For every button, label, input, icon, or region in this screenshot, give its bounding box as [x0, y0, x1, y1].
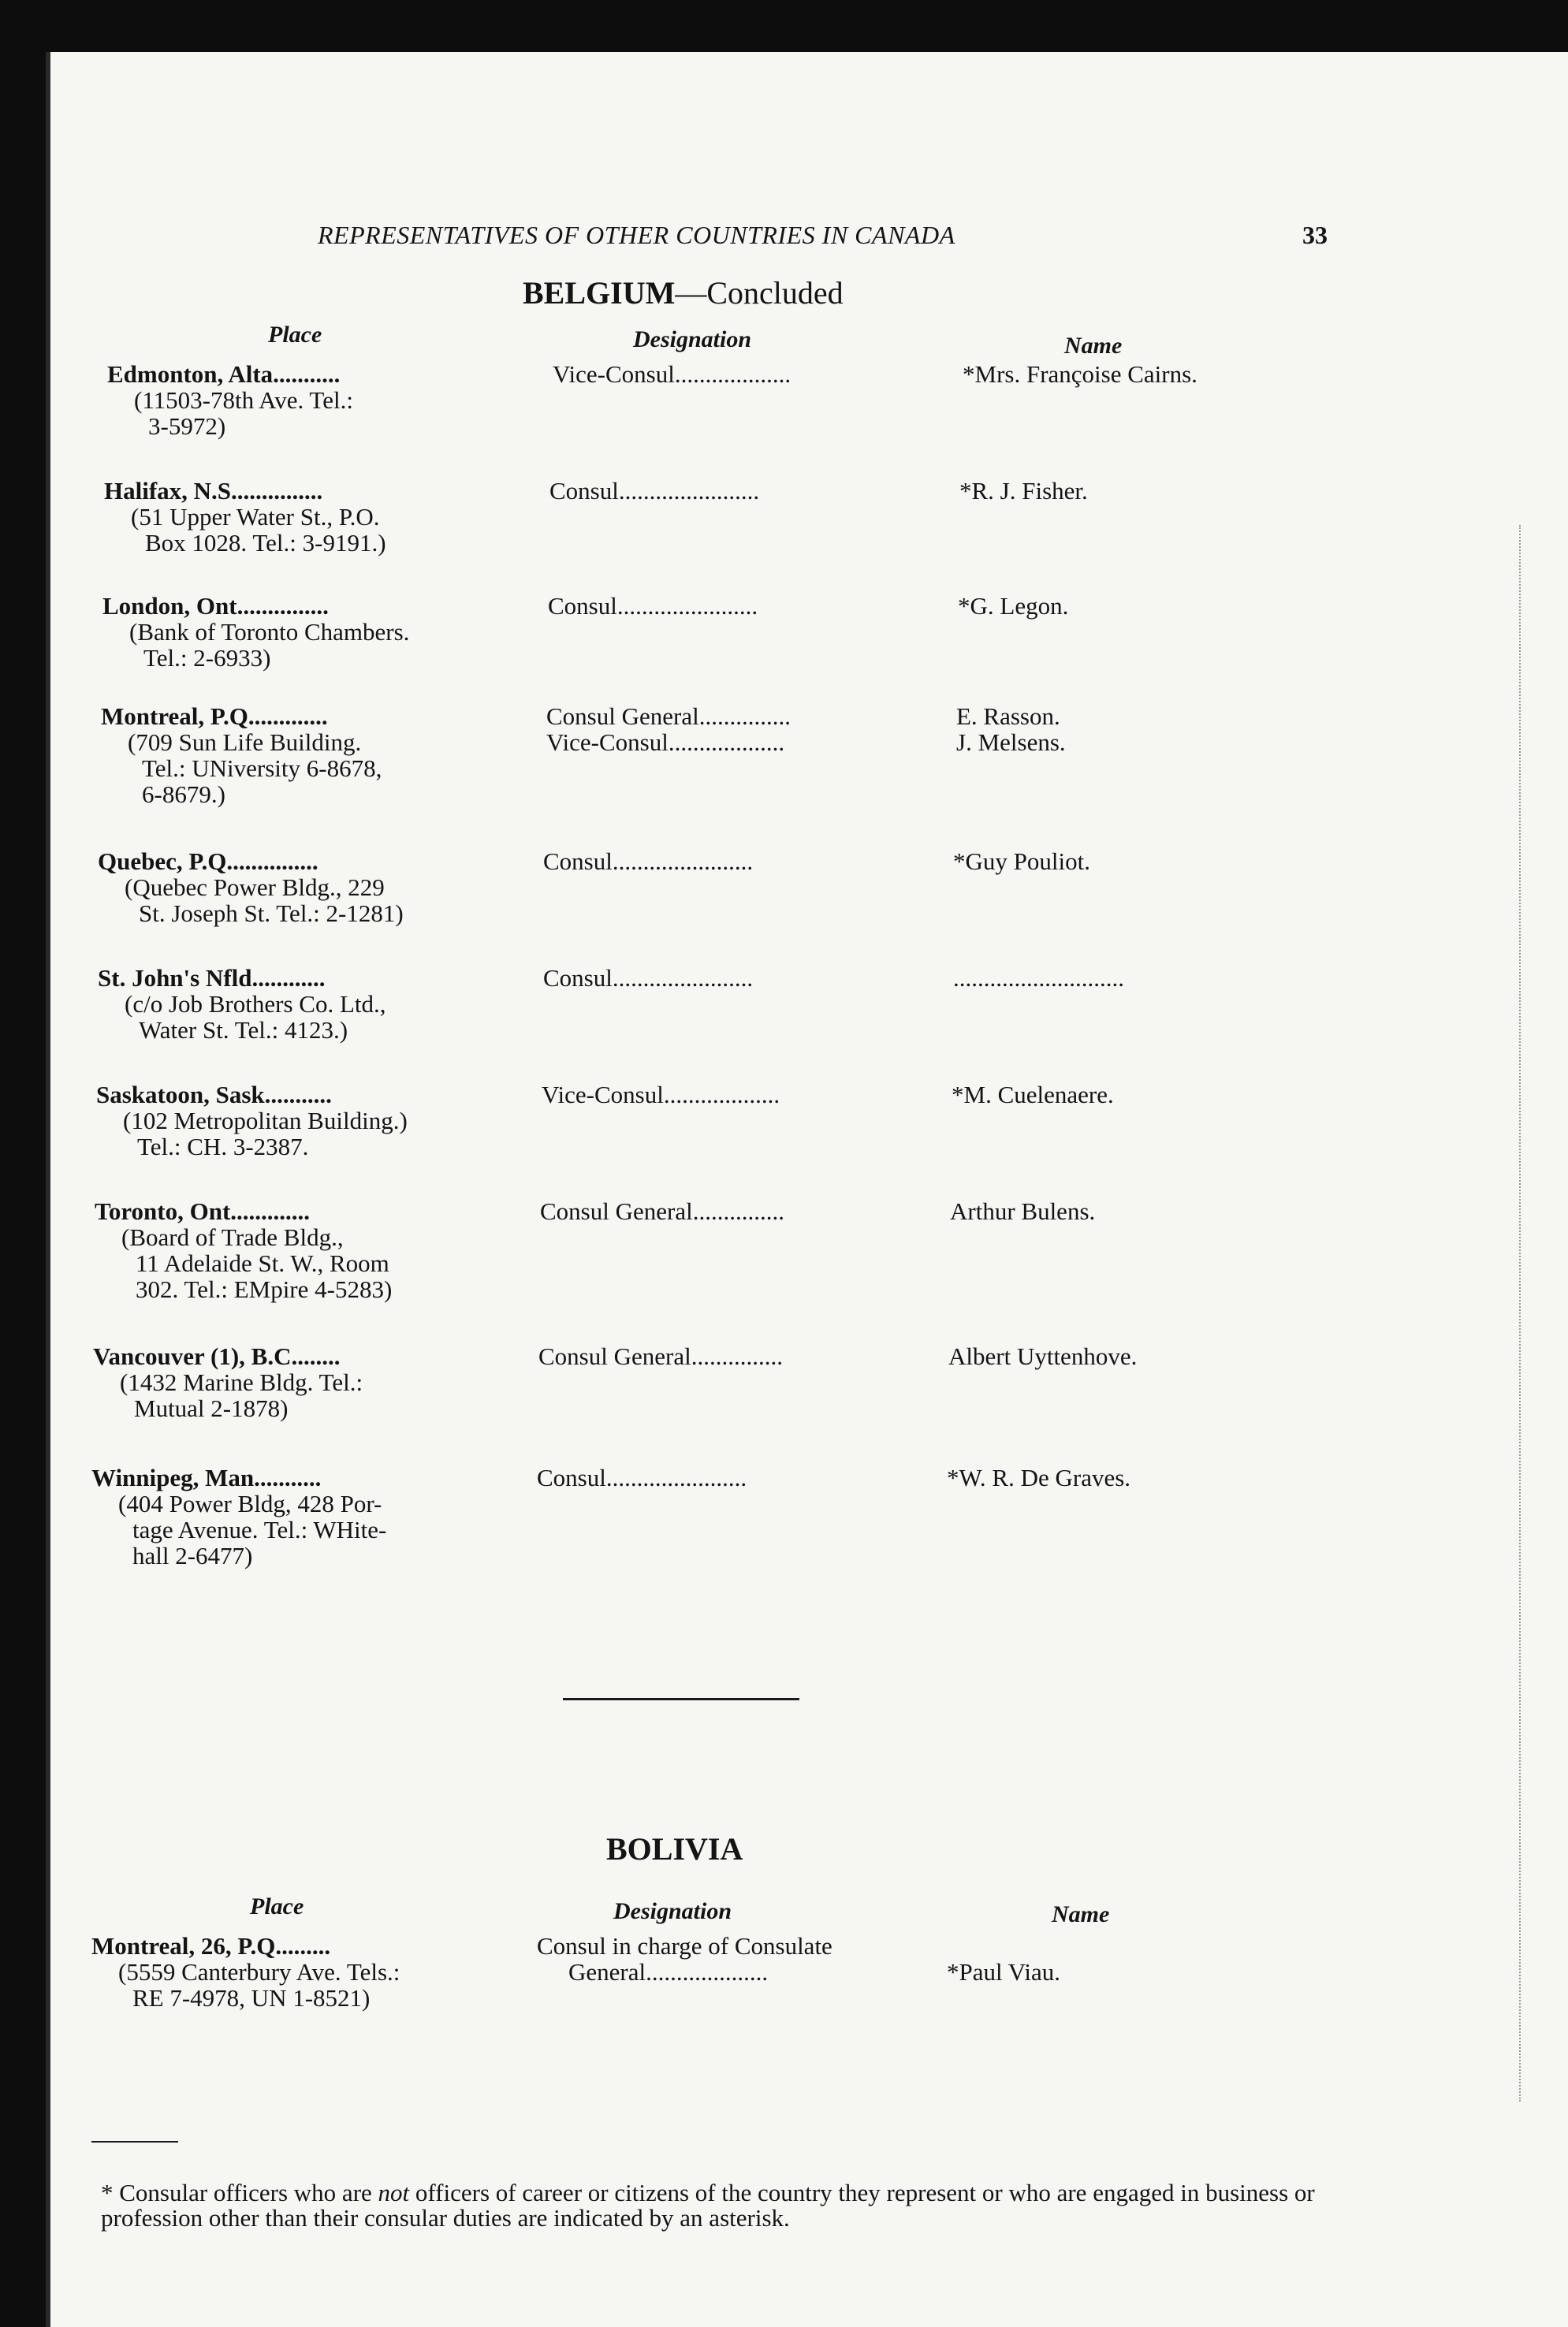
entry-name	[953, 965, 1395, 991]
scan-margin-marks	[1503, 525, 1521, 2102]
official-name: *Guy Pouliot.	[953, 847, 1090, 875]
place-name: Quebec, P.Q...............	[98, 847, 318, 875]
footnote-emphasis: not	[378, 2179, 410, 2206]
place-name: Winnipeg, Man...........	[91, 1464, 322, 1491]
entry-designation	[538, 1343, 933, 1369]
designation: General....................	[568, 1958, 769, 1986]
address-line: St. Joseph St. Tel.: 2-1281)	[139, 899, 404, 927]
place-address	[98, 991, 531, 1043]
entry-name	[953, 848, 1395, 874]
entry-designation	[549, 478, 944, 504]
address-line: RE 7-4978, UN 1-8521)	[132, 1984, 371, 2012]
place-name: St. John's Nfld............	[98, 964, 326, 992]
designation: Vice-Consul...................	[542, 1081, 780, 1108]
place-name: Toronto, Ont.............	[95, 1197, 311, 1225]
designation: Consul General...............	[546, 702, 791, 730]
column-header-name: Name	[1064, 333, 1123, 359]
place-address	[107, 387, 541, 439]
entry-name	[947, 1465, 1388, 1491]
entry-designation	[542, 1082, 936, 1108]
place-address	[91, 1491, 525, 1569]
entry-name	[956, 703, 1398, 755]
column-header-designation: Designation	[633, 326, 752, 352]
entry-name	[952, 1082, 1393, 1108]
official-name: ............................	[953, 964, 1124, 992]
page-number: 33	[1302, 221, 1328, 249]
entry-designation	[540, 1198, 934, 1224]
section-title-bolivia	[606, 1830, 743, 1867]
place-address	[104, 504, 538, 556]
official-name: Arthur Bulens.	[950, 1197, 1096, 1225]
official-name: *Mrs. Françoise Cairns.	[963, 360, 1197, 388]
address-line: (Board of Trade Bldg.,	[121, 1223, 344, 1251]
address-line: (Bank of Toronto Chambers.	[129, 618, 410, 646]
address-line: tage Avenue. Tel.: WHite-	[132, 1516, 387, 1543]
designation: Consul.......................	[549, 477, 760, 504]
designation: Consul.......................	[537, 1464, 747, 1491]
place-address	[102, 619, 536, 671]
section-title-belgium	[523, 274, 844, 311]
entry-place	[95, 1198, 528, 1302]
entry-designation	[537, 1465, 931, 1491]
address-line: 302. Tel.: EMpire 4-5283)	[136, 1275, 393, 1303]
designation: Consul.......................	[543, 964, 754, 992]
designation: Consul General...............	[540, 1197, 784, 1225]
entry-name	[959, 478, 1401, 504]
designation: Consul General...............	[538, 1342, 783, 1370]
official-name	[947, 1933, 1388, 1959]
place-name: Montreal, 26, P.Q.........	[91, 1932, 331, 1960]
entry-name	[950, 1198, 1391, 1224]
address-line: Mutual 2-1878)	[134, 1394, 289, 1422]
address-line: (c/o Job Brothers Co. Ltd.,	[125, 990, 386, 1018]
place-name: Vancouver (1), B.C........	[93, 1342, 341, 1370]
address-line: Tel.: 2-6933)	[143, 644, 271, 672]
column-header-place: Place	[268, 322, 322, 348]
designation: Consul.......................	[548, 592, 758, 620]
place-name: Montreal, P.Q.............	[101, 702, 328, 730]
entry-designation	[553, 361, 947, 387]
official-name: *R. J. Fisher.	[959, 477, 1088, 504]
place-name: Saskatoon, Sask...........	[96, 1081, 332, 1108]
entry-designation	[548, 593, 942, 619]
running-head: REPRESENTATIVES OF OTHER COUNTRIES IN CANADA	[318, 221, 955, 249]
official-name: *M. Cuelenaere.	[952, 1081, 1114, 1108]
address-line: (51 Upper Water St., P.O.	[131, 503, 380, 531]
address-line: hall 2-6477)	[132, 1542, 253, 1569]
section-title-text: BOLIVIA	[606, 1831, 743, 1867]
designation: Consul.......................	[543, 847, 754, 875]
entry-name	[958, 593, 1399, 619]
official-name: *Paul Viau.	[947, 1958, 1060, 1986]
address-line: Tel.: CH. 3-2387.	[137, 1133, 309, 1160]
place-address	[91, 1959, 525, 2011]
official-name: E. Rasson.	[956, 702, 1060, 730]
section-divider	[563, 1698, 799, 1700]
official-name: *G. Legon.	[958, 592, 1069, 620]
entry-name	[948, 1343, 1390, 1369]
entry-place	[93, 1343, 527, 1421]
place-name: London, Ont...............	[102, 592, 329, 620]
place-address	[101, 729, 534, 807]
address-line: (102 Metropolitan Building.)	[123, 1107, 408, 1134]
entry-designation	[543, 848, 937, 874]
footnote	[101, 2180, 1346, 2231]
entry-place	[91, 1933, 525, 2011]
address-line: (1432 Marine Bldg. Tel.:	[120, 1368, 363, 1396]
entry-place	[96, 1082, 530, 1160]
document-page	[46, 52, 1568, 2327]
address-line: 3-5972)	[148, 412, 226, 440]
official-name: J. Melsens.	[956, 728, 1066, 756]
entry-name	[947, 1933, 1388, 1985]
footnote-text: officers of career or citizens of the country they represent or who are engaged in business or profession other than their consular duties are indicated by an asterisk.	[101, 2179, 1315, 2232]
entry-designation	[537, 1933, 931, 1985]
designation: Vice-Consul...................	[546, 728, 785, 756]
address-line: (Quebec Power Bldg., 229	[125, 873, 385, 901]
section-title-text: BELGIUM	[523, 275, 676, 311]
place-address	[95, 1224, 528, 1302]
address-line: (11503-78th Ave. Tel.:	[134, 386, 353, 414]
entry-place	[102, 593, 536, 671]
place-name: Edmonton, Alta...........	[107, 360, 341, 388]
entry-designation	[546, 703, 940, 755]
entry-place	[98, 848, 531, 926]
address-line: (709 Sun Life Building.	[128, 728, 362, 756]
official-name: Albert Uyttenhove.	[948, 1342, 1138, 1370]
designation: Consul in charge of Consulate	[537, 1932, 832, 1960]
official-name: *W. R. De Graves.	[947, 1464, 1131, 1491]
footnote-rule	[91, 2141, 178, 2143]
entry-place	[107, 361, 541, 439]
column-header-name: Name	[1052, 1901, 1110, 1927]
address-line: Tel.: UNiversity 6-8678,	[142, 754, 382, 782]
entry-designation	[543, 965, 937, 991]
place-address	[93, 1369, 527, 1421]
address-line: Water St. Tel.: 4123.)	[139, 1016, 348, 1044]
address-line: (5559 Canterbury Ave. Tels.:	[118, 1958, 400, 1986]
section-subtitle: —Concluded	[675, 275, 844, 311]
footnote-text: * Consular officers who are	[101, 2179, 378, 2206]
address-line: 6-8679.)	[142, 780, 225, 808]
address-line: 11 Adelaide St. W., Room	[136, 1249, 389, 1277]
entry-place	[98, 965, 531, 1043]
entry-name	[963, 361, 1404, 387]
column-header-place: Place	[250, 1893, 304, 1919]
address-line: Box 1028. Tel.: 3-9191.)	[145, 529, 386, 557]
entry-place	[101, 703, 534, 807]
place-name: Halifax, N.S...............	[104, 477, 323, 504]
entry-place	[104, 478, 538, 556]
address-line: (404 Power Bldg, 428 Por-	[118, 1490, 382, 1517]
place-address	[98, 874, 531, 926]
designation: Vice-Consul...................	[553, 360, 791, 388]
column-header-designation: Designation	[613, 1898, 732, 1924]
place-address	[96, 1108, 530, 1160]
entry-place	[91, 1465, 525, 1569]
